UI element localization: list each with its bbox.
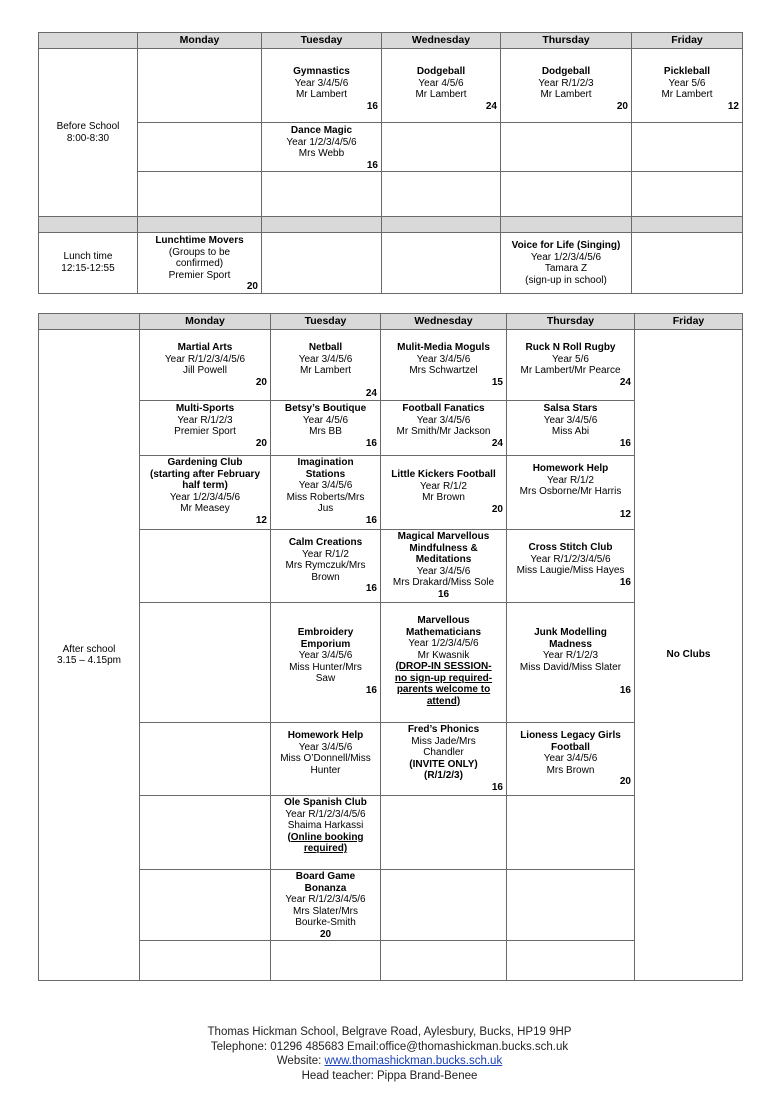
club-mindfulness-meditations: Magical Marvellous Mindfulness & Meditations Year 3/4/5/6 Mrs Drakard/Miss Sole 16	[381, 530, 507, 603]
empty-cell	[507, 870, 635, 941]
empty-cell	[140, 796, 271, 870]
friday-no-clubs: No Clubs	[635, 330, 743, 981]
club-cross-stitch: Cross Stitch Club Year R/1/2/3/4/5/6 Miss Laugie/Miss Hayes 16	[507, 530, 635, 603]
header-wednesday: Wednesday	[382, 33, 501, 49]
club-calm-creations: Calm Creations Year R/1/2 Mrs Rymczuk/Mrs Brown 16	[271, 530, 381, 603]
club-multi-sports: Multi-Sports Year R/1/2/3 Premier Sport 20	[140, 401, 271, 456]
empty-cell	[382, 233, 501, 294]
club-little-kickers: Little Kickers Football Year R/1/2 Mr Brown 20	[381, 456, 507, 530]
club-homework-help-thu: Homework Help Year R/1/2 Mrs Osborne/Mr Harris 12	[507, 456, 635, 530]
club-martial-arts: Martial Arts Year R/1/2/3/4/5/6 Jill Powell 20	[140, 330, 271, 401]
club-board-game-bonanza: Board Game Bonanza Year R/1/2/3/4/5/6 Mrs Slater/Mrs Bourke-Smith 20	[271, 870, 381, 941]
divider-cell	[382, 217, 501, 233]
header-friday: Friday	[632, 33, 743, 49]
club-ole-spanish: Ole Spanish Club Year R/1/2/3/4/5/6 Shaima Harkassi (Online booking required)	[271, 796, 381, 870]
before-monday-cell	[138, 49, 262, 123]
empty-cell	[271, 941, 381, 981]
header-monday: Monday	[140, 314, 271, 330]
empty-cell	[138, 172, 262, 217]
club-freds-phonics: Fred’s Phonics Miss Jade/Mrs Chandler (INVITE ONLY) (R/1/2/3) 16	[381, 723, 507, 796]
empty-cell	[138, 123, 262, 172]
divider-cell	[501, 217, 632, 233]
club-junk-modelling: Junk Modelling Madness Year R/1/2/3 Miss David/Miss Slater 16	[507, 603, 635, 723]
header-tuesday: Tuesday	[262, 33, 382, 49]
empty-cell	[140, 941, 271, 981]
club-dodgeball-thu: Dodgeball Year R/1/2/3 Mr Lambert 20	[501, 49, 632, 123]
empty-cell	[501, 123, 632, 172]
club-dance-magic: Dance Magic Year 1/2/3/4/5/6 Mrs Webb 16	[262, 123, 382, 172]
club-gymnastics: Gymnastics Year 3/4/5/6 Mr Lambert 16	[262, 49, 382, 123]
corner-header	[39, 33, 138, 49]
empty-cell	[140, 723, 271, 796]
club-lioness-legacy: Lioness Legacy Girls Football Year 3/4/5/6 Mrs Brown 20	[507, 723, 635, 796]
empty-cell	[381, 796, 507, 870]
empty-cell	[507, 941, 635, 981]
empty-cell	[381, 941, 507, 981]
empty-cell	[381, 870, 507, 941]
empty-cell	[262, 172, 382, 217]
empty-cell	[507, 796, 635, 870]
club-imagination-stations: Imagination Stations Year 3/4/5/6 Miss Roberts/Mrs Jus 16	[271, 456, 381, 530]
empty-cell	[262, 233, 382, 294]
club-pickleball: Pickleball Year 5/6 Mr Lambert 12	[632, 49, 743, 123]
club-lunchtime-movers: Lunchtime Movers (Groups to be confirmed) Premier Sport 20	[138, 233, 262, 294]
empty-cell	[632, 123, 743, 172]
club-football-fanatics: Football Fanatics Year 3/4/5/6 Mr Smith/Mr Jackson 24	[381, 401, 507, 456]
header-wednesday: Wednesday	[381, 314, 507, 330]
header-monday: Monday	[138, 33, 262, 49]
footer-website-link[interactable]: www.thomashickman.bucks.sch.uk	[324, 1055, 503, 1067]
club-salsa-stars: Salsa Stars Year 3/4/5/6 Miss Abi 16	[507, 401, 635, 456]
corner-header	[39, 314, 140, 330]
footer-website-line	[0, 1054, 779, 1069]
footer-contact: Telephone: 01296 485683 Email:office@thomashickman.bucks.sch.uk	[210, 1040, 569, 1053]
divider-cell	[138, 217, 262, 233]
after-school-timetable	[38, 313, 743, 981]
lunch-time-label: Lunch time 12:15-12:55	[39, 233, 138, 294]
footer-website-label: Website:	[276, 1055, 325, 1067]
empty-cell	[140, 603, 271, 723]
empty-cell	[140, 530, 271, 603]
club-netball: Netball Year 3/4/5/6 Mr Lambert 24	[271, 330, 381, 401]
empty-cell	[382, 123, 501, 172]
before-school-label: Before School 8:00-8:30	[39, 49, 138, 217]
header-friday: Friday	[635, 314, 743, 330]
empty-cell	[501, 172, 632, 217]
empty-cell	[632, 233, 743, 294]
club-gardening: Gardening Club (starting after February half term) Year 1/2/3/4/5/6 Mr Measey 12	[140, 456, 271, 530]
after-school-label: After school 3.15 – 4.15pm	[39, 330, 140, 981]
empty-cell	[632, 172, 743, 217]
divider-cell	[39, 217, 138, 233]
divider-cell	[262, 217, 382, 233]
footer-headteacher: Head teacher: Pippa Brand-Benee	[301, 1069, 478, 1082]
header-tuesday: Tuesday	[271, 314, 381, 330]
club-dodgeball-wed: Dodgeball Year 4/5/6 Mr Lambert 24	[382, 49, 501, 123]
club-ruck-n-roll-rugby: Ruck N Roll Rugby Year 5/6 Mr Lambert/Mr Pearce 24	[507, 330, 635, 401]
club-marvellous-mathematicians: Marvellous Mathematicians Year 1/2/3/4/5/6 Mr Kwasnik (DROP-IN SESSION- no sign-up required- parents welcome to attend)	[381, 603, 507, 723]
footer-address: Thomas Hickman School, Belgrave Road, Aylesbury, Bucks, HP19 9HP	[207, 1026, 572, 1038]
club-embroidery-emporium: Embroidery Emporium Year 3/4/5/6 Miss Hunter/Mrs Saw 16	[271, 603, 381, 723]
empty-cell	[382, 172, 501, 217]
header-thursday: Thursday	[501, 33, 632, 49]
club-betsys-boutique: Betsy’s Boutique Year 4/5/6 Mrs BB 16	[271, 401, 381, 456]
club-voice-for-life: Voice for Life (Singing) Year 1/2/3/4/5/6 Tamara Z (sign-up in school)	[501, 233, 632, 294]
club-mulit-media-moguls: Mulit-Media Moguls Year 3/4/5/6 Mrs Schwartzel 15	[381, 330, 507, 401]
before-school-lunch-timetable	[38, 32, 743, 294]
divider-cell	[632, 217, 743, 233]
club-homework-help-tue: Homework Help Year 3/4/5/6 Miss O’Donnell/Miss Hunter	[271, 723, 381, 796]
header-thursday: Thursday	[507, 314, 635, 330]
school-footer	[0, 1025, 779, 1083]
empty-cell	[140, 870, 271, 941]
